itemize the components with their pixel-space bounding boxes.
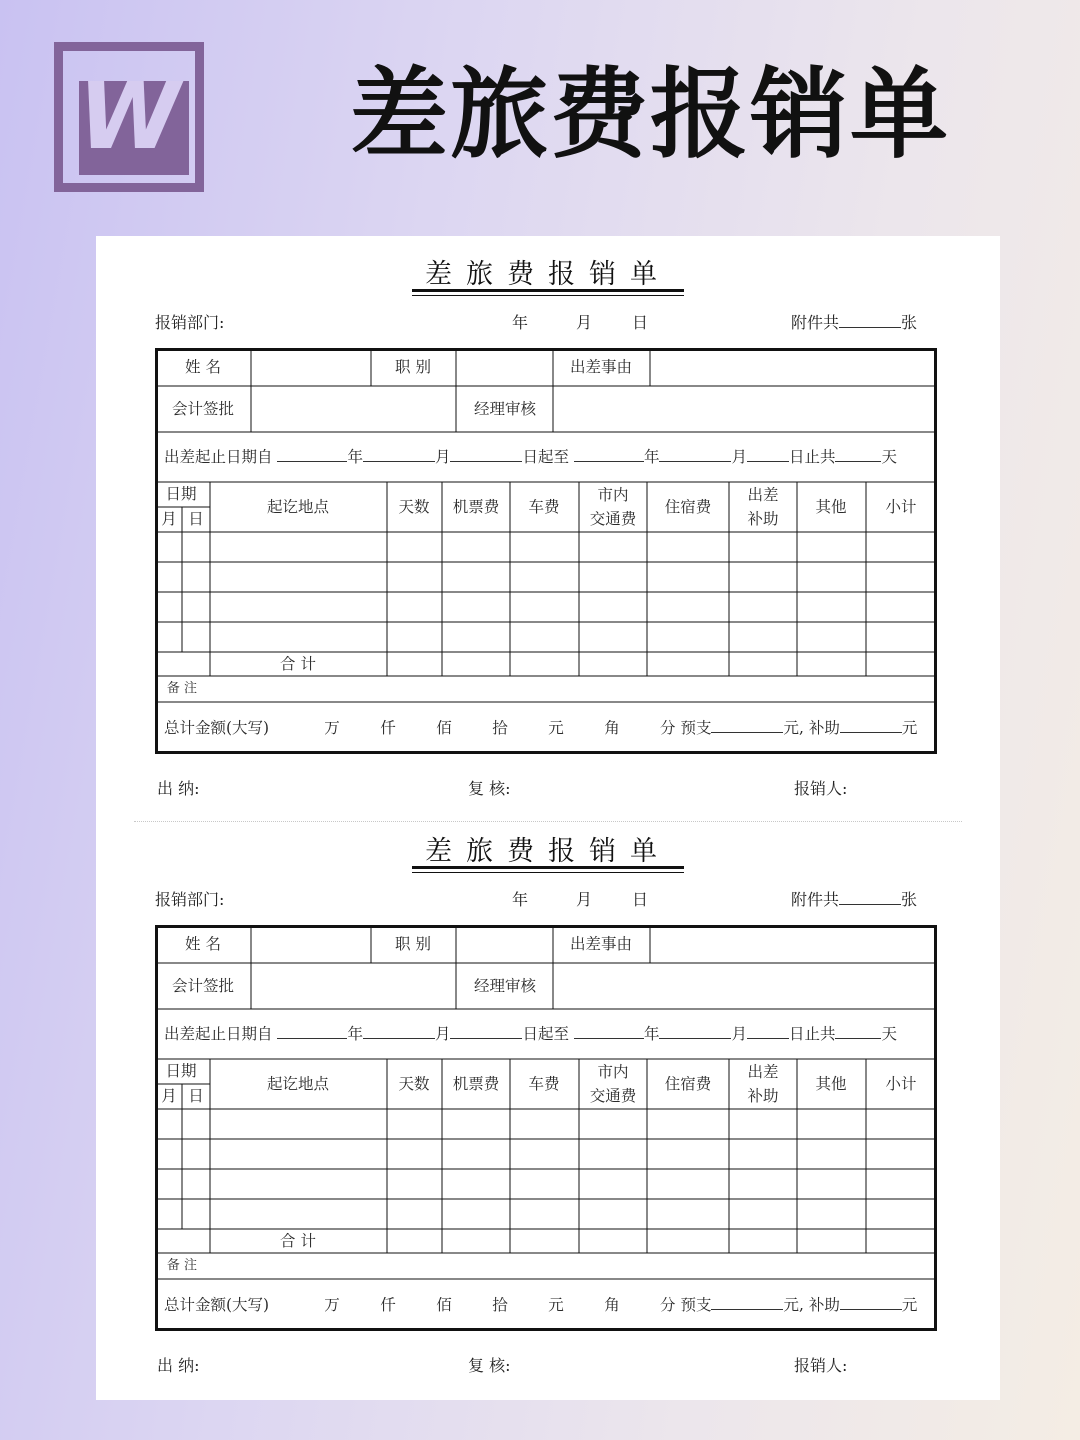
start-month-blank[interactable] <box>363 448 435 462</box>
logo-letter: W <box>78 63 180 170</box>
col-city-transport-line1: 市内 <box>597 1063 629 1081</box>
date-month-label: 月 <box>576 890 593 909</box>
attachments-blank[interactable] <box>839 891 901 905</box>
amount-end-label: 元 <box>901 719 918 737</box>
amount-bai: 佰 <box>436 719 452 737</box>
expense-table <box>155 925 937 1331</box>
start-month-label: 月 <box>434 448 451 466</box>
reviewer-signature[interactable]: 复 核: <box>468 779 511 798</box>
end-year-label: 年 <box>643 448 660 466</box>
col-month: 月 <box>161 1087 177 1105</box>
amount-fen: 分 <box>660 1296 676 1314</box>
days-total-blank[interactable] <box>835 1025 881 1039</box>
attachments-prefix: 附件共 <box>791 890 840 909</box>
amount-bai: 佰 <box>436 1296 452 1314</box>
col-days: 天数 <box>398 498 430 516</box>
amount-wan: 万 <box>324 1296 340 1314</box>
col-hotel: 住宿费 <box>664 498 712 516</box>
col-route: 起讫地点 <box>266 498 330 516</box>
manager-label: 经理审核 <box>473 400 537 418</box>
expense-form-1 <box>96 236 1000 816</box>
date-range-row[interactable] <box>164 448 897 466</box>
col-airfare: 机票费 <box>452 1075 500 1093</box>
col-city-transport <box>590 483 637 531</box>
end-year-blank[interactable] <box>574 448 644 462</box>
to-label: 日起至 <box>522 448 569 466</box>
cashier-signature[interactable]: 出 纳: <box>157 1356 200 1375</box>
remark-label: 备 注 <box>166 681 198 696</box>
amount-yuan: 元 <box>548 719 564 737</box>
amount-jiao: 角 <box>604 1296 620 1314</box>
col-city-transport-line2: 交通费 <box>589 510 637 528</box>
start-year-label: 年 <box>347 1025 363 1043</box>
col-other: 其他 <box>815 1075 847 1093</box>
start-day-blank[interactable] <box>450 1025 522 1039</box>
accountant-label: 会计签批 <box>171 977 235 995</box>
attachments-field[interactable] <box>791 890 917 910</box>
col-allowance-line2: 补助 <box>747 510 779 528</box>
col-day: 日 <box>188 1087 204 1105</box>
amount-label: 总计金额(大写) <box>164 719 270 737</box>
advance-label: 预支 <box>680 719 712 737</box>
amount-yuan: 元 <box>548 1296 564 1314</box>
date-year-label: 年 <box>512 313 529 332</box>
col-airfare: 机票费 <box>452 498 500 516</box>
form-title: 差旅费报销单 <box>425 836 671 867</box>
end-month-label: 月 <box>731 1025 747 1043</box>
reason-label: 出差事由 <box>569 358 633 376</box>
table-grid <box>155 348 937 754</box>
col-allowance-line1: 出差 <box>747 1063 779 1081</box>
amount-label: 总计金额(大写) <box>164 1296 270 1314</box>
position-label: 职 别 <box>395 358 431 376</box>
amount-qian: 仟 <box>380 1296 396 1314</box>
col-subtotal: 小计 <box>885 1075 917 1093</box>
advance-field[interactable] <box>660 1296 917 1314</box>
reviewer-signature[interactable]: 复 核: <box>468 1356 511 1375</box>
remark-label: 备 注 <box>166 1258 198 1273</box>
amount-fen: 分 <box>660 719 676 737</box>
paper-sheet <box>96 236 1000 1400</box>
col-day: 日 <box>188 510 204 528</box>
end-day-blank[interactable] <box>747 1025 789 1039</box>
refund-label: 元, 补助 <box>783 719 840 737</box>
reason-label: 出差事由 <box>569 935 633 953</box>
col-month: 月 <box>161 510 177 528</box>
advance-label: 预支 <box>680 1296 712 1314</box>
days-total-blank[interactable] <box>835 448 881 462</box>
advance-field[interactable] <box>660 719 917 737</box>
col-allowance <box>747 1060 778 1108</box>
date-day-label: 日 <box>632 313 649 332</box>
end-month-blank[interactable] <box>659 1025 731 1039</box>
claimant-signature[interactable]: 报销人: <box>794 1356 848 1375</box>
amount-wan: 万 <box>324 719 340 737</box>
name-label: 姓 名 <box>185 935 221 953</box>
word-document-icon <box>54 42 204 192</box>
date-range-row[interactable] <box>164 1025 897 1043</box>
col-date: 日期 <box>165 485 197 503</box>
total-row-label: 合 计 <box>280 655 316 673</box>
page-title: 差旅费报销单 <box>349 58 950 172</box>
start-month-label: 月 <box>434 1025 451 1043</box>
date-year-label: 年 <box>512 890 529 909</box>
claimant-signature[interactable]: 报销人: <box>794 779 848 798</box>
allowance-amount-blank[interactable] <box>840 719 902 733</box>
end-day-blank[interactable] <box>747 448 789 462</box>
col-subtotal: 小计 <box>885 498 917 516</box>
col-hotel: 住宿费 <box>664 1075 712 1093</box>
form-title: 差旅费报销单 <box>425 259 671 290</box>
start-year-blank[interactable] <box>277 448 347 462</box>
attachments-suffix: 张 <box>901 890 918 909</box>
amount-jiao: 角 <box>604 719 620 737</box>
col-other: 其他 <box>815 498 847 516</box>
name-label: 姓 名 <box>185 358 221 376</box>
col-date: 日期 <box>165 1062 197 1080</box>
start-year-label: 年 <box>347 448 363 466</box>
manager-label: 经理审核 <box>473 977 537 995</box>
col-car-fare: 车费 <box>528 498 560 516</box>
days-unit-label: 天 <box>881 448 897 466</box>
start-month-blank[interactable] <box>363 1025 435 1039</box>
attachments-prefix: 附件共 <box>791 313 840 332</box>
date-range-prefix: 出差起止日期自 <box>164 448 273 466</box>
end-day-label: 日止共 <box>788 1025 836 1043</box>
to-label: 日起至 <box>522 1025 569 1043</box>
amount-qian: 仟 <box>380 719 396 737</box>
allowance-amount-blank[interactable] <box>840 1296 902 1310</box>
advance-blank[interactable] <box>711 719 783 733</box>
col-days: 天数 <box>398 1075 430 1093</box>
amount-end-label: 元 <box>901 1296 918 1314</box>
attachments-field[interactable] <box>791 313 917 333</box>
end-year-label: 年 <box>643 1025 660 1043</box>
title-underline <box>412 289 684 296</box>
end-day-label: 日止共 <box>788 448 836 466</box>
days-unit-label: 天 <box>881 1025 897 1043</box>
date-range-prefix: 出差起止日期自 <box>164 1025 273 1043</box>
dept-label: 报销部门: <box>155 890 225 909</box>
col-allowance-line2: 补助 <box>747 1087 779 1105</box>
col-city-transport-line1: 市内 <box>597 486 629 504</box>
expense-form-2 <box>96 813 1000 1393</box>
amount-shi: 拾 <box>492 1296 508 1314</box>
date-month-label: 月 <box>576 313 593 332</box>
col-allowance-line1: 出差 <box>747 486 779 504</box>
total-row-label: 合 计 <box>280 1232 316 1250</box>
end-month-label: 月 <box>731 448 747 466</box>
amount-shi: 拾 <box>492 719 508 737</box>
cashier-signature[interactable]: 出 纳: <box>157 779 200 798</box>
start-year-blank[interactable] <box>277 1025 347 1039</box>
attachments-suffix: 张 <box>901 313 918 332</box>
col-car-fare: 车费 <box>528 1075 560 1093</box>
title-underline <box>412 866 684 873</box>
accountant-label: 会计签批 <box>171 400 235 418</box>
end-year-blank[interactable] <box>574 1025 644 1039</box>
col-city-transport-line2: 交通费 <box>589 1087 637 1105</box>
attachments-blank[interactable] <box>839 314 901 328</box>
dept-label: 报销部门: <box>155 313 225 332</box>
expense-table <box>155 348 937 754</box>
advance-blank[interactable] <box>711 1296 783 1310</box>
position-label: 职 别 <box>395 935 431 953</box>
end-month-blank[interactable] <box>659 448 731 462</box>
start-day-blank[interactable] <box>450 448 522 462</box>
col-allowance <box>747 483 778 531</box>
col-route: 起讫地点 <box>266 1075 330 1093</box>
date-day-label: 日 <box>632 890 649 909</box>
table-grid <box>155 925 937 1331</box>
refund-label: 元, 补助 <box>783 1296 840 1314</box>
col-city-transport <box>590 1060 637 1108</box>
